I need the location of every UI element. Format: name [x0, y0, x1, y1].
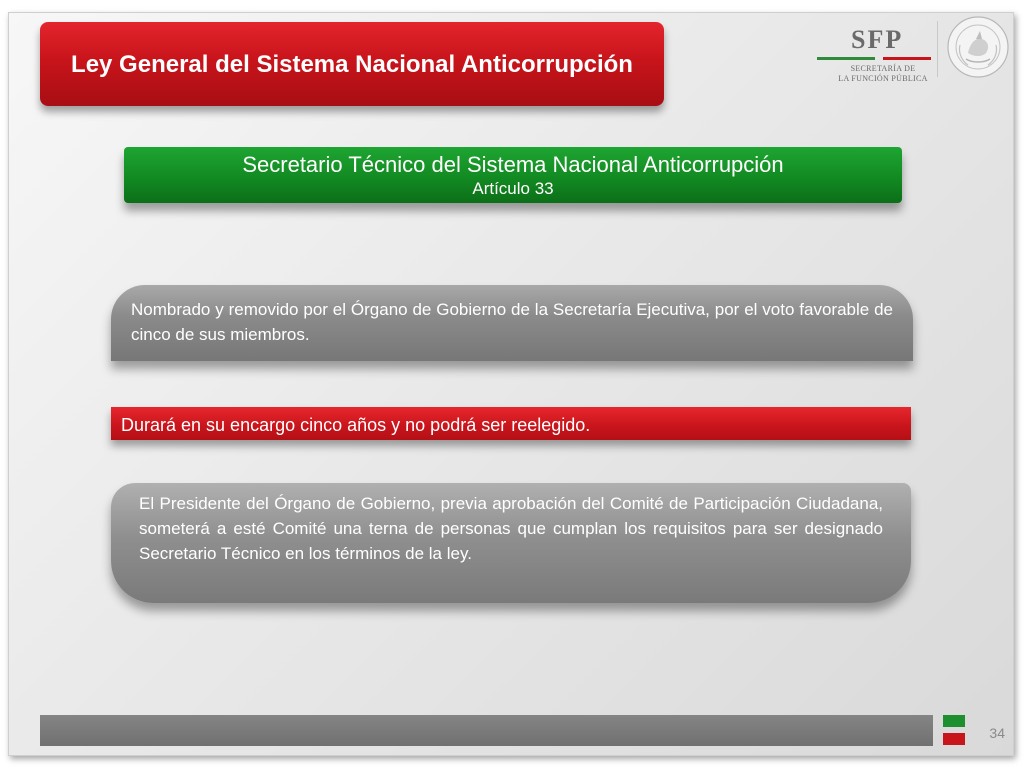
- sfp-logo-line2: LA FUNCIÓN PÚBLICA: [838, 74, 928, 83]
- term-highlight: Durará en su encargo cinco años y no podrá ser reelegido.: [111, 407, 911, 440]
- sfp-logo-red-bar: [883, 57, 931, 60]
- footer-green-block: [943, 715, 965, 727]
- footer-red-block: [943, 733, 965, 745]
- selection-paragraph: El Presidente del Órgano de Gobierno, previa aprobación del Comité de Participación Ciudadana, someterá a esté Comité una terna de personas que cumplan los requisitos para ser designado Secretario Técnico en los términos de la ley.: [111, 483, 911, 603]
- subtitle-banner: [124, 147, 902, 203]
- mexican-coat-of-arms-icon: [946, 15, 1010, 79]
- slide: [8, 12, 1014, 756]
- footer-bar: [40, 715, 933, 746]
- page-number: 34: [989, 725, 1005, 741]
- sfp-logo-green-bar: [817, 57, 875, 60]
- sfp-logo-line1: SECRETARÍA DE: [850, 64, 916, 73]
- appointment-paragraph: Nombrado y removido por el Órgano de Gobierno de la Secretaría Ejecutiva, por el voto favorable de cinco de sus miembros.: [111, 285, 913, 361]
- subtitle-article: Artículo 33: [472, 179, 554, 198]
- slide-title-text: Ley General del Sistema Nacional Anticorrupción: [71, 50, 633, 78]
- sfp-logo: [809, 21, 949, 85]
- logo-divider: [937, 21, 938, 77]
- subtitle-main: Secretario Técnico del Sistema Nacional Anticorrupción: [242, 152, 784, 177]
- sfp-logo-abbr: SFP: [851, 25, 904, 54]
- slide-title: [40, 22, 664, 106]
